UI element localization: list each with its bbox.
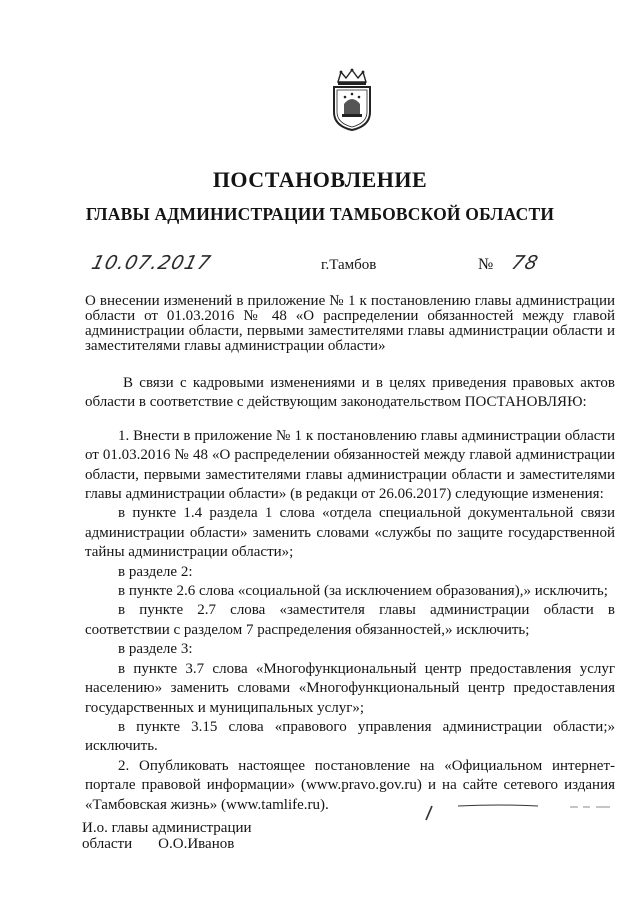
signatory-title: И.о. главы администрации — [82, 820, 252, 836]
handwritten-number: 78 — [509, 252, 541, 274]
signatory-line — [82, 836, 234, 852]
document-city: г.Тамбов — [321, 257, 377, 273]
paragraph-1-item: в разделе 2: — [118, 563, 193, 580]
paragraph-1: 1. Внести в приложение № 1 к постановлению главы администрации области от 01.03.2016 № 48 «О распределении обязанностей между главой администрации области, первыми заместителями главы администрации области и заместителями главы администрации области» (в редакци от 26.06.2017) следующие изменения: — [85, 427, 615, 503]
handwritten-date: 10.07.2017 — [89, 252, 214, 274]
paragraph-1-item: в пункте 3.15 слова «правового управления администрации области;» исключить. — [85, 718, 615, 755]
document-title: ПОСТАНОВЛЕНИЕ — [212, 167, 428, 192]
paragraph-1-item: в пункте 3.7 слова «Многофункциональный центр предоставления услуг населению» заменить словами «Многофункциональный центр предоставления государственных и муниципальных услуг»; — [85, 660, 615, 716]
paragraph-1-item: в пункте 2.7 слова «заместителя главы администрации области в соответствии с разделом 7 распределения обязанностей,» исключить; — [85, 602, 615, 638]
paragraph-1-item: в пункте 1.4 раздела 1 слова «отдела специальной документальной связи администрации области» заменить словами «службы по защите государственной тайны администрации области»; — [85, 505, 615, 561]
signatory-name: О.О.Иванов — [158, 836, 235, 852]
document-subtitle: ГЛАВЫ АДМИНИСТРАЦИИ ТАМБОВСКОЙ ОБЛАСТИ — [85, 204, 555, 224]
signatory-region: области — [82, 836, 133, 852]
signature-mark — [420, 800, 620, 824]
document-body — [85, 374, 615, 815]
paragraph-1-item: в пункте 2.6 слова «социальной (за исключением образования),» исключить; — [118, 583, 608, 600]
preamble-paragraph: В связи с кадровыми изменениями и в целях приведения правовых актов области в соответствие с действующим законодательством ПОСТАНОВЛЯЮ: — [85, 375, 615, 411]
document-subject: О внесении изменений в приложение № 1 к постановлению главы администрации области от 01.03.2016 № 48 «О распределении обязанностей между главой администрации области, первыми заместителями главы администрации области и заместителями главы администрации области» — [85, 293, 615, 354]
paragraph-1-item: в разделе 3: — [118, 641, 193, 658]
number-label: № — [478, 256, 494, 273]
tambov-coat-of-arms-icon — [328, 68, 376, 132]
paragraph-2: 2. Опубликовать настоящее постановление на «Официальном интернет-портале правовой информации» (www.pravo.gov.ru) и на сайте сетевого издания «Тамбовская жизнь» (www.tamlife.ru). — [85, 757, 615, 813]
